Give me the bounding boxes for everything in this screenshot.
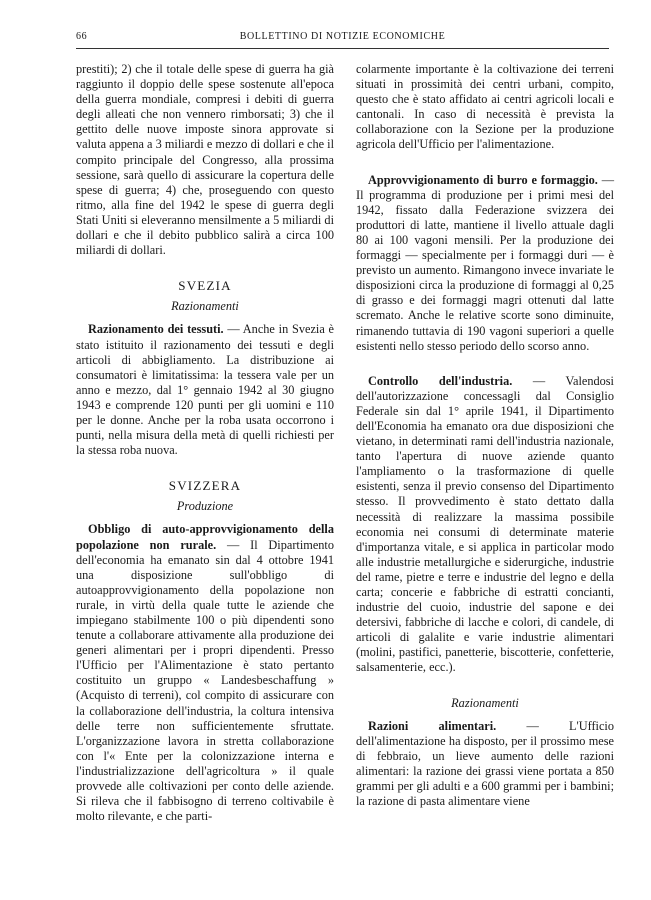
article-body: — Il Dipartimento dell'economia ha emanato sin dal 4 ottobre 1941 una disposizione sull'obbligo di autoapprovvigionamento della popolazione non rurale, in virtù della quale tutte le aziende che impiegano stabilmente 100 o più dipendenti sono tenute a collaborare attivamente alla produzione dei generi alimentari per i propri dipendenti. Presso l'Ufficio per l'Alimentazione è stato pertanto costituito un gruppo « Landesbeschaffung » (Acquisto di terreni), col compito di assicurare con la collaborazione dell'industria, la coltura intensiva delle terre non sufficientemente sfruttate. L'organizzazione lavora in stretta collaborazione con l'« Ente per la colonizzazione interna e l'industrializzazione dell'agricoltura » il quale provvede alle coltivazioni per conto delle aziende. Si rileva che il fabbisogno di terreno coltivabile è molto rilevante, e che parti- — [76, 537, 334, 824]
country-heading-svizzera: SVIZZERA — [168, 478, 242, 494]
article-body: — L'Ufficio dell'alimentazione ha disposto, per il prossimo mese di febbraio, un lieve aumento delle razioni alimentari: la razione dei grassi viene portata a 850 grammi per gli adulti e a 600 grammi per i bambini; la razione di pasta alimentare viene — [356, 718, 614, 809]
article-title: Approvvigionamento di burro e formaggio. — [368, 172, 598, 187]
article-body: — Valendosi dell'autorizzazione concessagli dal Consiglio Federale sin dal 1° aprile 1941, il Dipartimento dell'Economia ha emanato ora due disposizioni che vietano, in determinati rami dell'industria nazionale, tanto l'apertura di nuove aziende quanto l'ampliamento o la trasformazione di quelle esistenti, senza il previo consenso del Dipartimento stesso. Il provvedimento è stato dettato dalla necessità di realizzare la massima possibile economia nei consumi di determinate materie d'importanza vitale, e si applica in particolar modo alle industrie metallurgiche e siderurgiche, industrie del rame, pietre e terre e industrie del legno e della carta; concerie e fabbriche di estratti concianti, industrie del cuoio, industrie del sapone e dei detersivi, fabbriche di lacche e colori, di candele, di articoli di galalite e varie industrie alimentari (molini, pastifici, panetterie, biscotterie, confetterie, salsamenterie, ecc.). — [356, 373, 614, 675]
country-heading-svezia: SVEZIA — [178, 278, 232, 294]
header-rule — [76, 48, 609, 49]
spacer — [356, 354, 614, 374]
article-controllo-industria — [356, 374, 614, 676]
article-body: — Anche in Svezia è stato istituito il razionamento dei tessuti e degli articoli di abbigliamento. La distribuzione ai consumatori è limitatissima: la tessera vale per un anno e mezzo, dal 1° gennaio 1942 al 30 giugno 1943 e comprende 120 punti per gli uomini e 110 per le donne. Anche per la roba usata occorrono i punti, nella misura della metà di quelli richiesti per la stessa roba nuova. — [76, 322, 335, 458]
article-title: Obbligo di auto-approvvigionamento della popolazione non rurale. — [76, 522, 334, 552]
right-column — [356, 62, 614, 809]
section-heading-produzione: Produzione — [176, 499, 234, 514]
spacer — [356, 153, 614, 173]
article-title: Razionamento dei tessuti. — [88, 322, 224, 337]
article-burro-formaggio — [356, 173, 614, 354]
section-heading-razionamenti-2: Razionamenti — [451, 695, 519, 710]
section-heading-razionamenti: Razionamenti — [171, 299, 239, 314]
left-column — [76, 62, 334, 824]
article-razioni-alimentari — [356, 719, 614, 810]
continuation-paragraph: colarmente importante è la coltivazione dei terreni situati in prossimità dei centri urbani, compito, questo che è stato affidato ai centri agricoli locali e cantonali. In caso di necessità è prevista la collaborazione con la Sezione per la produzione agricola dell'Ufficio per l'alimentazione. — [356, 62, 614, 152]
page-header — [76, 31, 609, 47]
page-number: 66 — [76, 31, 88, 42]
running-title: BOLLETTINO DI NOTIZIE ECONOMICHE — [239, 31, 446, 42]
article-title: Razioni alimentari. — [368, 718, 497, 733]
article-tessuti — [76, 322, 334, 458]
article-auto-approvvigionamento — [76, 522, 334, 824]
intro-paragraph: prestiti); 2) che il totale delle spese di guerra ha già raggiunto il doppio delle spese sostenute all'epoca della guerra mondiale, compresi i debiti di guerra degli alleati che non vennero rimborsati; 3) che il gettito delle nuove imposte sinora approvate si valuta appena a 3 miliardi e mezzo di dollari e che il compito principale del Congresso, alla prossima sessione, sarà quello di assicurare la copertura delle spese di guerra; 4) che, proseguendo con questo ritmo, alla fine del 1942 le spese di guerra degli Stati Uniti si eleveranno mensilmente a 5 miliardi di dollari e che il debito pubblico salirà a circa 100 miliardi di dollari. — [76, 62, 334, 258]
article-body: — Il programma di produzione per i primi mesi del 1942, fissato dalla Federazione svizzera dei produttori di latte, mantiene il livello attuale dagli 80 ai 100 vagoni mensili. Per la produzione dei formaggi — specialmente per i formaggi duri — è previsto un aumento. Rimangono invece invariate le disposizioni circa la produzione di formaggi al 0,25 di grasso e dei formaggi magri ottenuti dal latte scremato. Anche le relative scorte sono diminuite, rimanendo tuttavia di 190 vagoni superiori a quelle esistenti nello stesso periodo dello scorso anno. — [356, 172, 614, 353]
article-title: Controllo dell'industria. — [368, 373, 513, 388]
